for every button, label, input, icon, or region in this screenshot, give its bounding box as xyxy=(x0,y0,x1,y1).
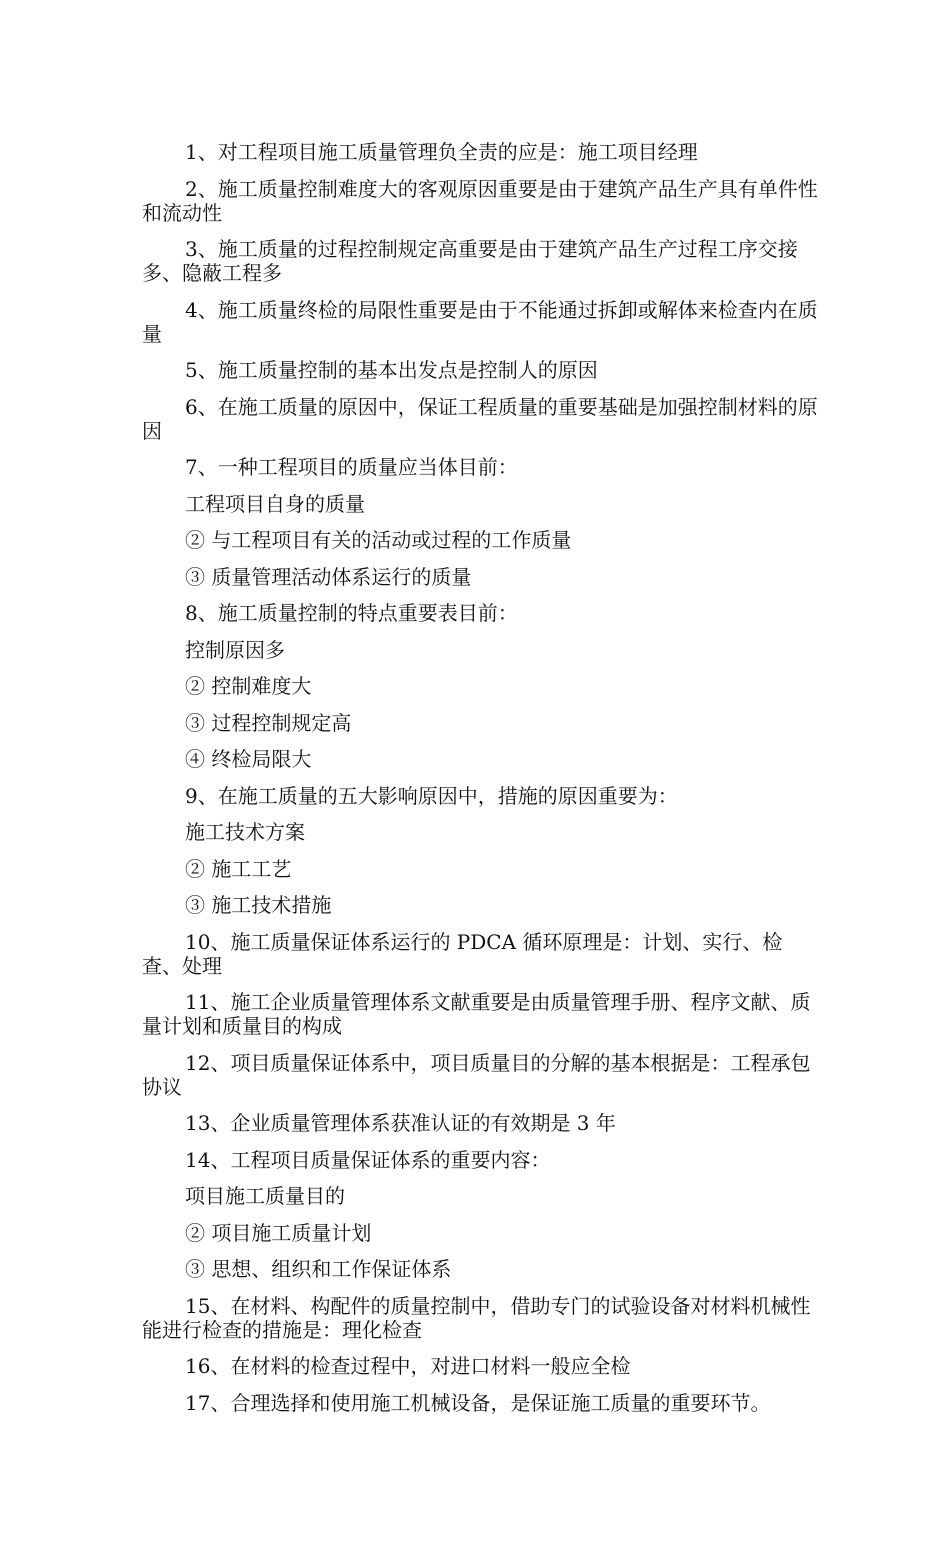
sub-item-9-1: 施工技术方案 xyxy=(185,820,305,844)
sub-item-8-1: 控制原因多 xyxy=(185,637,285,662)
sub-item-7-1: 工程项目自身的质量 xyxy=(185,491,365,516)
sub-item-14-2: ② 项目施工质量计划 xyxy=(185,1220,372,1245)
sub-item-14-3: ③ 思想、组织和工作保证体系 xyxy=(185,1257,452,1281)
paragraph-item-7: 7、一种工程项目的质量应当体目前： xyxy=(185,455,518,479)
paragraph-item-11: 11、施工企业质量管理体系文献重要是由质量管理手册、程序文献、质量计划和质量目的构成 xyxy=(142,990,811,1038)
paragraph-item-2: 2、施工质量控制难度大的客观原因重要是由于建筑产品生产具有单件性和流动性 xyxy=(142,176,818,225)
paragraph-item-16: 16、在材料的检查过程中，对进口材料一般应全检 xyxy=(185,1354,631,1378)
sub-item-8-3: ③ 过程控制规定高 xyxy=(185,710,352,735)
sub-item-9-2: ② 施工工艺 xyxy=(185,856,292,881)
paragraph-item-3: 3、施工质量的过程控制规定高重要是由于建筑产品生产过程工序交接多、隐蔽工程多 xyxy=(142,237,798,285)
paragraph-item-13: 13、企业质量管理体系获准认证的有效期是 3 年 xyxy=(185,1111,616,1135)
paragraph-item-17: 17、合理选择和使用施工机械设备，是保证施工质量的重要环节。 xyxy=(185,1390,771,1415)
sub-item-7-3: ③ 质量管理活动体系运行的质量 xyxy=(185,564,472,589)
paragraph-item-6: 6、在施工质量的原因中，保证工程质量的重要基础是加强控制材料的原因 xyxy=(142,394,818,443)
paragraph-item-15: 15、在材料、构配件的质量控制中，借助专门的试验设备对材料机械性能进行检查的措施是：理化检查 xyxy=(142,1293,811,1342)
sub-item-14-1: 项目施工质量目的 xyxy=(185,1184,345,1208)
paragraph-item-10: 10、施工质量保证体系运行的 PDCA 循环原理是：计划、实行、检查、处理 xyxy=(142,929,783,978)
paragraph-item-4: 4、施工质量终检的局限性重要是由于不能通过拆卸或解体来检查内在质量 xyxy=(142,297,818,346)
sub-item-8-4: ④ 终检局限大 xyxy=(185,747,312,771)
paragraph-item-12: 12、项目质量保证体系中，项目质量目的分解的基本根据是：工程承包协议 xyxy=(142,1050,811,1099)
sub-item-9-3: ③ 施工技术措施 xyxy=(185,893,332,917)
document-body xyxy=(142,140,822,1427)
sub-item-7-2: ② 与工程项目有关的活动或过程的工作质量 xyxy=(185,528,572,552)
paragraph-item-14: 14、工程项目质量保证体系的重要内容： xyxy=(185,1147,551,1172)
paragraph-item-5: 5、施工质量控制的基本出发点是控制人的原因 xyxy=(185,358,598,382)
paragraph-item-8: 8、施工质量控制的特点重要表目前： xyxy=(185,601,518,625)
paragraph-item-1: 1、对工程项目施工质量管理负全责的应是：施工项目经理 xyxy=(185,140,698,164)
sub-item-8-2: ② 控制难度大 xyxy=(185,674,312,698)
paragraph-item-9: 9、在施工质量的五大影响原因中，措施的原因重要为： xyxy=(185,783,678,808)
